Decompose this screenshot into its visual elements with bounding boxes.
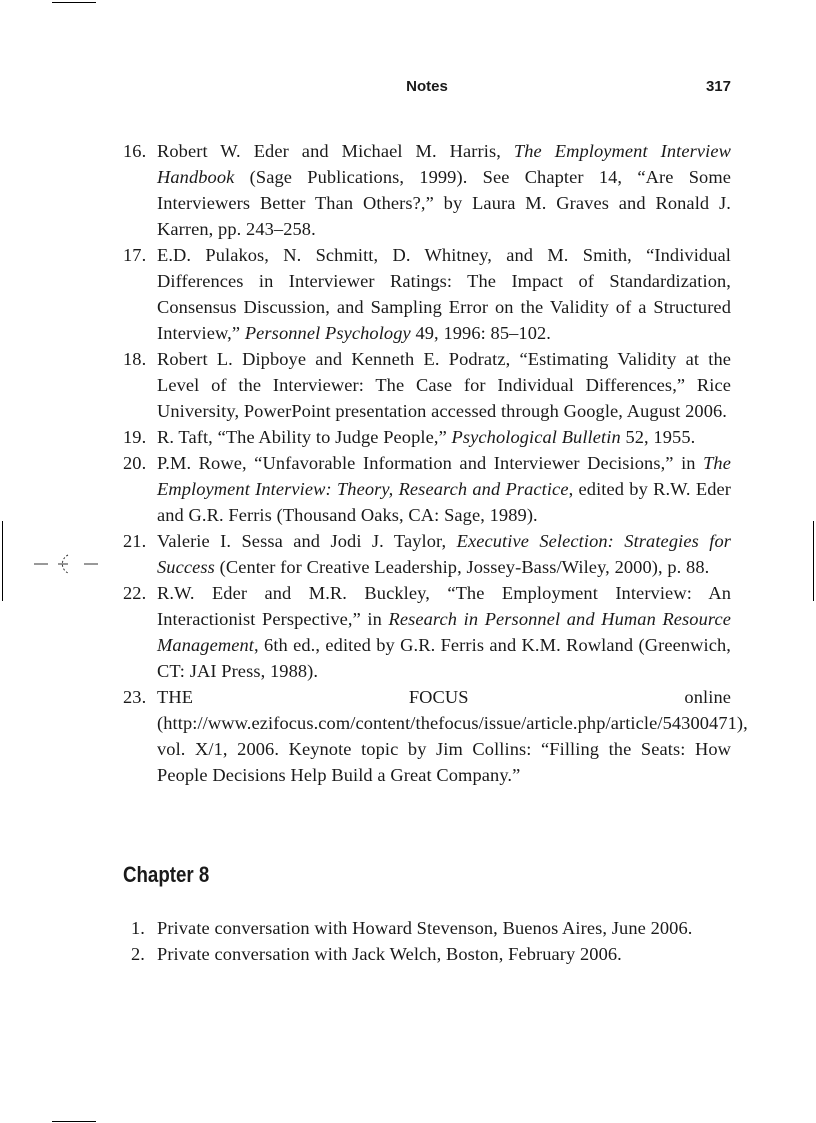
notes-list — [123, 138, 748, 788]
note-item — [123, 346, 731, 424]
crop-mark-right-edge — [813, 521, 814, 601]
note-number: 17. — [123, 245, 147, 265]
note-item — [123, 915, 731, 941]
crop-mark-left-edge — [2, 521, 3, 601]
note-item — [123, 528, 731, 580]
note-text: (Sage Publications, 1999). See Chapter 14, “Are Some Interviewers Better Than Others?,” by Laura M. Graves and Ronald J. Karren, pp. 243–258. — [157, 167, 731, 239]
note-title-italic: Research in Personnel and Human Resource Management — [157, 609, 731, 655]
note-number: 23. — [123, 687, 147, 707]
chapter-heading: Chapter 8 — [123, 862, 210, 887]
note-title-italic: Personnel Psychology — [244, 323, 411, 343]
note-text: E.D. Pulakos, N. Schmitt, D. Whitney, and M. Smith, “Individual Differences in Interviewer Ratings: The Impact of Standardization, Consensus Discussion, and Sampling Error on the Validity of a Structured Interview,” — [157, 245, 731, 343]
note-item — [123, 242, 731, 346]
header-title: Notes — [406, 78, 448, 95]
note-number: 1. — [131, 918, 145, 938]
note-text: Private conversation with Jack Welch, Boston, February 2006. — [157, 944, 622, 964]
note-text: , 6th ed., edited by G.R. Ferris and K.M. Rowland (Greenwich, CT: JAI Press, 1988). — [157, 635, 731, 681]
note-number: 16. — [123, 141, 147, 161]
crop-mark-top-left — [52, 2, 96, 3]
note-text: Valerie I. Sessa and Jodi J. Taylor, — [157, 531, 457, 551]
note-title-italic: The Employment Interview: Theory, Research and Practice — [157, 453, 731, 499]
note-number: 2. — [131, 944, 145, 964]
registration-mark — [34, 549, 98, 579]
note-text: 49, 1996: 85–102. — [410, 323, 552, 343]
note-text: Private conversation with Howard Stevenson, Buenos Aires, June 2006. — [157, 918, 693, 938]
note-number: 21. — [123, 531, 147, 551]
note-title-italic: Psychological Bulletin — [451, 427, 621, 447]
note-item — [123, 684, 748, 788]
note-text: P.M. Rowe, “Unfavorable Information and Interviewer Decisions,” in — [157, 453, 704, 473]
note-item — [123, 138, 731, 242]
note-text: (Center for Creative Leadership, Jossey-Bass/Wiley, 2000), p. 88. — [214, 557, 710, 577]
note-text: 52, 1955. — [620, 427, 696, 447]
running-header — [123, 78, 731, 100]
crop-mark-bottom-left — [52, 1121, 96, 1122]
note-text: THE FOCUS online (http://www.ezifocus.com/content/thefocus/issue/article.php/article/54300471), vol. X/1, 2006. Keynote topic by Jim Collins: “Filling the Seats: How People Decisions Help Build a Great Company.” — [157, 687, 748, 785]
note-item — [123, 580, 731, 684]
note-title-italic: Executive Selection: Strategies for Success — [157, 531, 731, 577]
note-number: 18. — [123, 349, 147, 369]
note-text: Robert L. Dipboye and Kenneth E. Podratz, “Estimating Validity at the Level of the Interviewer: The Case for Individual Differences,” Rice University, PowerPoint presentation accessed through Google, August 2006. — [157, 349, 731, 421]
note-item — [123, 450, 731, 528]
note-number: 22. — [123, 583, 147, 603]
note-text: R.W. Eder and M.R. Buckley, “The Employment Interview: An Interactionist Perspective,” in — [157, 583, 731, 629]
page-number: 317 — [705, 78, 731, 95]
note-number: 19. — [123, 427, 147, 447]
note-number: 20. — [123, 453, 147, 473]
note-item — [123, 424, 731, 450]
note-title-italic: The Employment Interview Handbook — [157, 141, 731, 187]
note-item — [123, 941, 731, 967]
note-text: , edited by R.W. Eder and G.R. Ferris (Thousand Oaks, CA: Sage, 1989). — [157, 479, 731, 525]
note-text: R. Taft, “The Ability to Judge People,” — [157, 427, 452, 447]
note-text: Robert W. Eder and Michael M. Harris, — [157, 141, 514, 161]
chapter-notes-list — [123, 915, 731, 967]
